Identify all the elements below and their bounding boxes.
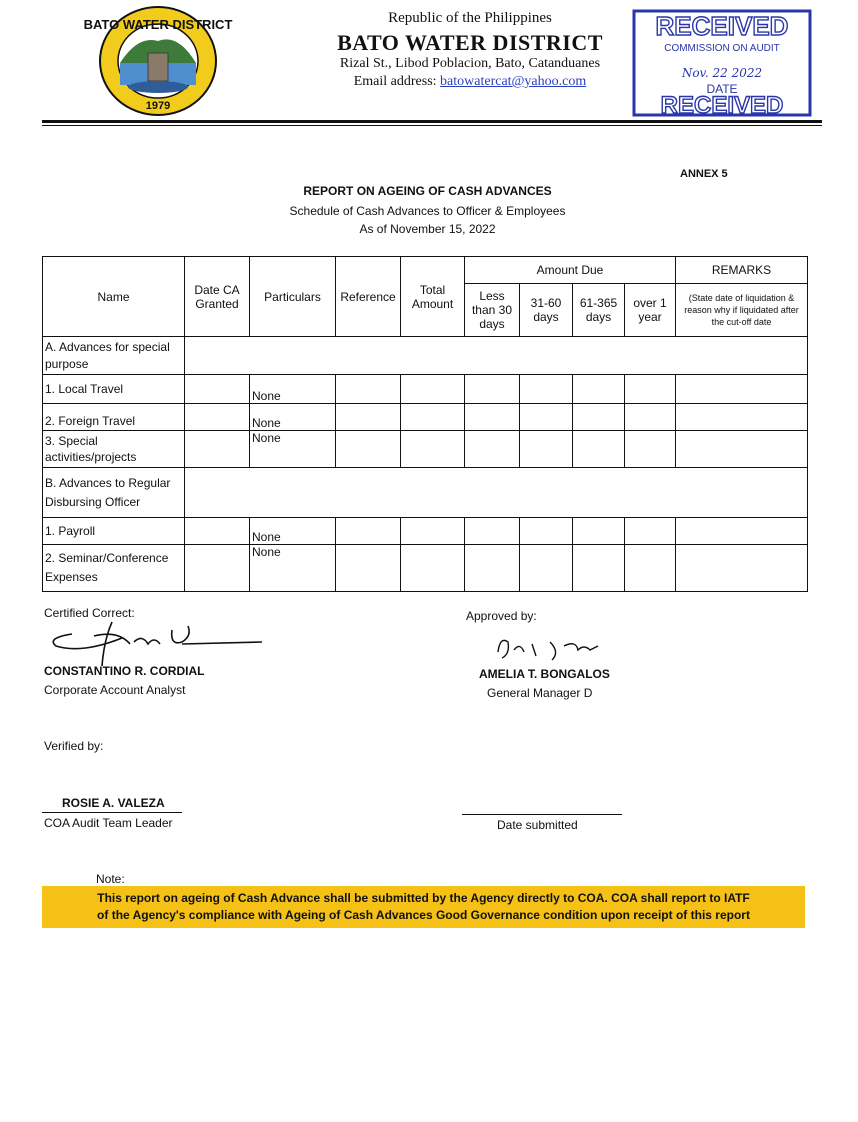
section-a-span <box>185 337 808 375</box>
seal-year: 1979 <box>145 100 171 112</box>
particulars-cell: None <box>250 375 336 404</box>
table-row <box>43 518 808 545</box>
certified-signature <box>42 616 272 666</box>
col-remarks: REMARKS <box>676 257 808 284</box>
org-name: BATO WATER DISTRICT <box>337 30 603 55</box>
ageing-table <box>42 256 808 592</box>
table-row <box>43 545 808 592</box>
table-row <box>43 404 808 431</box>
col-name: Name <box>43 257 185 337</box>
col-amount-due: Amount Due <box>465 257 676 284</box>
org-address: Rizal St., Libod Poblacion, Bato, Catanduanes <box>339 56 601 71</box>
report-subtitle: Schedule of Cash Advances to Officer & Employees <box>289 204 566 218</box>
row-label-special: 3. Special activities/projects <box>43 431 185 468</box>
certified-position: Corporate Account Analyst <box>44 683 186 697</box>
table-row <box>43 431 808 468</box>
col-61-365: 61-365 days <box>573 284 625 337</box>
col-less30: Less than 30 days <box>465 284 520 337</box>
certified-name: CONSTANTINO R. CORDIAL <box>44 664 205 678</box>
note-line-1: This report on ageing of Cash Advance shall be submitted by the Agency directly to COA. COA shall report to IATF <box>97 891 750 905</box>
stamp-word-bottom: RECEIVED <box>660 92 784 119</box>
row-label-seminar: 2. Seminar/Conference Expenses <box>43 545 185 592</box>
particulars-cell: None <box>250 431 336 468</box>
stamp-date: Nov. 22 2022 <box>681 66 763 80</box>
approved-position: General Manager D <box>487 686 593 700</box>
letterhead-divider <box>42 120 822 123</box>
letterhead-divider-thin <box>42 125 822 126</box>
email-link[interactable]: batowatercat@yahoo.com <box>440 74 587 89</box>
approved-label: Approved by: <box>466 609 537 623</box>
section-b-label: B. Advances to Regular Disbursing Officer <box>43 468 185 518</box>
col-particulars: Particulars <box>250 257 336 337</box>
stamp-date-label: DATE <box>706 82 738 96</box>
col-reference: Reference <box>336 257 401 337</box>
verified-name: ROSIE A. VALEZA <box>62 796 165 810</box>
approved-signature <box>480 632 610 664</box>
approved-name: AMELIA T. BONGALOS <box>479 667 610 681</box>
stamp-word-top: RECEIVED <box>655 11 789 41</box>
district-seal-logo <box>83 5 233 117</box>
seal-top-text: BATO WATER DISTRICT <box>83 17 233 32</box>
stamp-agency: COMMISSION ON AUDIT <box>664 43 780 54</box>
row-label-foreign-travel: 2. Foreign Travel <box>43 404 185 431</box>
row-label-payroll: 1. Payroll <box>43 518 185 545</box>
date-submitted-line <box>462 814 622 815</box>
annex-label: ANNEX 5 <box>680 168 728 180</box>
verified-position: COA Audit Team Leader <box>44 816 173 830</box>
particulars-cell: None <box>250 404 336 431</box>
col-total: Total Amount <box>401 257 465 337</box>
particulars-cell: None <box>250 545 336 592</box>
email-line <box>300 74 640 90</box>
section-a-label: A. Advances for special purpose <box>43 337 185 375</box>
verified-signature-line <box>42 812 182 813</box>
note-line-2: of the Agency's compliance with Ageing of Cash Advances Good Governance condition upon receipt of this report <box>97 908 750 922</box>
col-date-ca: Date CA Granted <box>185 257 250 337</box>
email-label: Email address: <box>353 74 437 89</box>
row-label-local-travel: 1. Local Travel <box>43 375 185 404</box>
particulars-cell: None <box>250 518 336 545</box>
received-stamp <box>630 5 816 121</box>
table-row <box>43 375 808 404</box>
col-31-60: 31-60 days <box>520 284 573 337</box>
report-date: As of November 15, 2022 <box>359 222 496 236</box>
note-highlight-box <box>42 886 805 928</box>
section-b-span <box>185 468 808 518</box>
col-over1: over 1 year <box>625 284 676 337</box>
col-remarks-note: (State date of liquidation & reason why if liquidated after the cut-off date <box>676 284 808 337</box>
note-label: Note: <box>96 872 125 886</box>
report-title: REPORT ON AGEING OF CASH ADVANCES <box>303 184 552 198</box>
certified-label: Certified Correct: <box>44 606 135 620</box>
date-submitted-label: Date submitted <box>497 818 578 832</box>
republic-line: Republic of the Philippines <box>388 10 552 26</box>
verified-label: Verified by: <box>44 739 104 753</box>
